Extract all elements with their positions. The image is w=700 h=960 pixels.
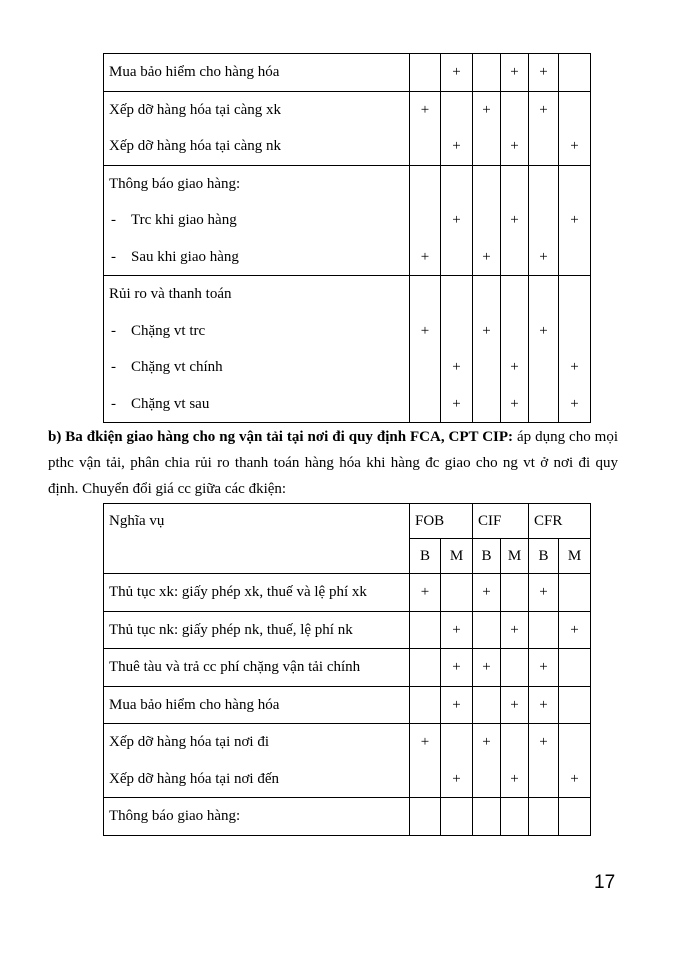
mark (501, 313, 528, 350)
mark-cell (441, 54, 473, 92)
mark (473, 349, 500, 386)
obligation-line (109, 92, 409, 129)
obligation-line (109, 574, 409, 611)
mark-cell (410, 276, 441, 423)
table-header-row (104, 504, 591, 539)
mark (529, 761, 558, 798)
mark-cell (501, 54, 529, 92)
mark-cell (501, 611, 529, 649)
mark: + (539, 734, 548, 751)
mark: + (539, 696, 548, 713)
mark: + (539, 101, 548, 118)
header-term-fob: FOB (410, 504, 473, 539)
mark-cell (410, 724, 441, 798)
mark-cell (441, 165, 473, 276)
obligation-text: Chặng vt trc (131, 322, 206, 339)
mark-cell (529, 165, 559, 276)
obligation-text: Thủ tục xk: giấy phép xk, thuế và lệ phí xk (109, 584, 367, 601)
mark (441, 724, 472, 761)
mark-cell (501, 649, 529, 687)
mark-cell (441, 798, 473, 836)
mark: + (452, 621, 461, 638)
mark (501, 276, 528, 313)
mark: + (420, 322, 430, 339)
mark (559, 313, 590, 350)
obligation-text: Sau khi giao hàng (131, 248, 239, 265)
mark (473, 612, 500, 649)
mark (410, 202, 440, 239)
list-dash: - (111, 212, 116, 229)
mark: + (510, 696, 519, 713)
mark (410, 128, 440, 165)
mark (529, 612, 558, 649)
mark: + (570, 138, 579, 155)
subheader-cell: B (410, 539, 441, 574)
mark-cell (410, 574, 441, 612)
table-row (104, 276, 591, 423)
obligation-text: Thông báo giao hàng: (109, 808, 241, 825)
table-row (104, 686, 591, 724)
obligation-cell (104, 165, 410, 276)
table-row (104, 649, 591, 687)
mark-cell (501, 724, 529, 798)
mark (441, 574, 472, 611)
sub-obligation-line (109, 386, 409, 423)
mark (501, 798, 528, 835)
mark (410, 276, 440, 313)
mark-cell (473, 54, 501, 92)
table-row (104, 54, 591, 92)
obligation-text: Thông báo giao hàng: (109, 175, 241, 192)
mark-cell (441, 574, 473, 612)
mark: + (482, 101, 491, 118)
mark-cell (441, 724, 473, 798)
mark-cell (501, 686, 529, 724)
mark (559, 92, 590, 129)
mark (441, 276, 472, 313)
mark-cell (529, 649, 559, 687)
mark-cell (529, 611, 559, 649)
table-row (104, 165, 591, 276)
mark-cell (410, 686, 441, 724)
mark (529, 349, 558, 386)
mark-cell (529, 574, 559, 612)
mark (410, 649, 440, 686)
list-dash: - (111, 322, 116, 339)
mark (559, 276, 590, 313)
mark-cell (441, 276, 473, 423)
mark: + (420, 101, 430, 118)
mark-cell (559, 686, 591, 724)
obligation-text: Mua bảo hiểm cho hàng hóa (109, 64, 280, 81)
subheader-cell: B (529, 539, 559, 574)
mark-cell (559, 798, 591, 836)
mark: + (420, 248, 430, 265)
mark: + (570, 770, 579, 787)
mark (529, 202, 558, 239)
mark-cell (559, 611, 591, 649)
mark-cell (441, 649, 473, 687)
mark: + (510, 64, 519, 81)
mark (473, 687, 500, 724)
mark-cell (473, 574, 501, 612)
obligation-cell (104, 91, 410, 165)
obligation-text: Xếp dỡ hàng hóa tại càng xk (109, 101, 282, 118)
mark (559, 724, 590, 761)
obligation-text: Thủ tục nk: giấy phép nk, thuế, lệ phí nk (109, 621, 353, 638)
mark (559, 54, 590, 91)
mark (441, 92, 472, 129)
subheader-cell: M (441, 539, 473, 574)
mark (410, 612, 440, 649)
mark: + (570, 359, 579, 376)
mark-cell (559, 91, 591, 165)
mark: + (539, 659, 548, 676)
mark: + (420, 734, 430, 751)
mark-cell (473, 798, 501, 836)
mark-cell (501, 798, 529, 836)
subheader-cell: M (501, 539, 529, 574)
mark (559, 798, 590, 835)
mark (559, 166, 590, 203)
mark-cell (501, 574, 529, 612)
obligation-line (109, 128, 409, 165)
mark (473, 166, 500, 203)
obligation-text: Trc khi giao hàng (131, 212, 237, 229)
mark-cell (501, 276, 529, 423)
section-b-heading: b) Ba đkiện giao hàng cho ng vận tải tại nơi đi quy định FCA, CPT CIP: (48, 429, 514, 445)
table-row (104, 574, 591, 612)
mark (410, 166, 440, 203)
obligation-line (109, 166, 409, 203)
obligation-text: Xếp dỡ hàng hóa tại nơi đi (109, 734, 269, 751)
mark (410, 386, 440, 423)
obligation-text: Chặng vt sau (131, 395, 210, 412)
sub-obligation-line (109, 349, 409, 386)
mark: + (482, 659, 491, 676)
mark: + (482, 322, 491, 339)
mark: + (570, 395, 579, 412)
mark (410, 349, 440, 386)
sub-obligation-line (109, 239, 409, 276)
mark-cell (559, 724, 591, 798)
obligation-cell (104, 724, 410, 798)
obligation-text: Thuê tàu và trả cc phí chặng vận tải chính (109, 659, 361, 676)
mark: + (539, 322, 548, 339)
mark: + (510, 621, 519, 638)
table-row (104, 724, 591, 798)
obligations-table-1 (103, 53, 591, 423)
mark (529, 166, 558, 203)
mark-cell (441, 91, 473, 165)
mark: + (482, 248, 491, 265)
mark-cell (410, 165, 441, 276)
mark: + (539, 248, 548, 265)
obligation-text: Chặng vt chính (131, 359, 223, 376)
obligation-cell (104, 649, 410, 687)
mark-cell (559, 54, 591, 92)
mark: + (452, 395, 461, 412)
obligation-text: Xếp dỡ hàng hóa tại nơi đến (109, 770, 279, 787)
mark: + (452, 770, 461, 787)
obligation-line (109, 612, 409, 649)
sub-obligation-line (109, 202, 409, 239)
mark (441, 239, 472, 276)
mark-cell (410, 91, 441, 165)
mark-cell (473, 724, 501, 798)
page-number: 17 (594, 872, 616, 893)
mark-cell (410, 611, 441, 649)
mark (441, 166, 472, 203)
subheader-cell: M (559, 539, 591, 574)
mark (441, 798, 472, 835)
obligation-text: Rủi ro và thanh toán (109, 286, 232, 303)
table-row (104, 91, 591, 165)
mark (473, 202, 500, 239)
mark-cell (473, 686, 501, 724)
mark: + (482, 584, 491, 601)
mark (501, 166, 528, 203)
mark: + (510, 138, 519, 155)
obligation-line (109, 687, 409, 724)
list-dash: - (111, 359, 116, 376)
mark-cell (559, 649, 591, 687)
mark-cell (559, 574, 591, 612)
table-row (104, 611, 591, 649)
mark (501, 574, 528, 611)
mark (473, 798, 500, 835)
mark (473, 128, 500, 165)
mark: + (510, 395, 519, 412)
obligation-cell (104, 54, 410, 92)
mark-cell (410, 54, 441, 92)
sub-obligation-line (109, 313, 409, 350)
header-obligation: Nghĩa vụ (104, 504, 410, 574)
mark: + (539, 64, 548, 81)
mark-cell (441, 686, 473, 724)
mark (473, 276, 500, 313)
mark (410, 798, 440, 835)
mark (441, 313, 472, 350)
mark-cell (501, 91, 529, 165)
mark-cell (559, 165, 591, 276)
obligation-line (109, 54, 409, 91)
subheader-cell: B (473, 539, 501, 574)
mark-cell (473, 649, 501, 687)
mark: + (452, 696, 461, 713)
mark-cell (529, 91, 559, 165)
mark-cell (501, 165, 529, 276)
mark (501, 649, 528, 686)
mark (559, 574, 590, 611)
list-dash: - (111, 395, 116, 412)
mark-cell (473, 276, 501, 423)
obligation-cell (104, 276, 410, 423)
mark (559, 687, 590, 724)
mark (529, 128, 558, 165)
mark: + (510, 212, 519, 229)
obligation-text: Xếp dỡ hàng hóa tại càng nk (109, 138, 282, 155)
obligation-cell (104, 798, 410, 836)
mark (529, 386, 558, 423)
obligation-cell (104, 574, 410, 612)
obligation-cell (104, 686, 410, 724)
mark: + (570, 621, 579, 638)
obligation-line (109, 724, 409, 761)
mark-cell (410, 649, 441, 687)
mark (410, 761, 440, 798)
mark: + (452, 138, 461, 155)
mark: + (570, 212, 579, 229)
mark: + (420, 584, 430, 601)
mark (529, 798, 558, 835)
mark (559, 239, 590, 276)
mark (501, 724, 528, 761)
mark-cell (529, 686, 559, 724)
mark (473, 386, 500, 423)
mark (410, 687, 440, 724)
mark-cell (559, 276, 591, 423)
mark (529, 276, 558, 313)
mark (473, 761, 500, 798)
mark-cell (529, 798, 559, 836)
mark-cell (529, 724, 559, 798)
list-dash: - (111, 248, 116, 265)
mark: + (482, 734, 491, 751)
header-term-cfr: CFR (529, 504, 591, 539)
obligation-line (109, 761, 409, 798)
section-b-body: áp dụng cho mọi pthc vận tải, phân chia rủi ro thanh toán hàng hóa khi hàng đc giao cho ng vt ở nơi đi quy định. Chuyển đổi giá cc giữa các đkiện: (48, 429, 618, 497)
mark: + (452, 212, 461, 229)
mark: + (510, 770, 519, 787)
mark (501, 239, 528, 276)
mark (501, 92, 528, 129)
mark: + (452, 64, 461, 81)
mark-cell (473, 611, 501, 649)
section-b-paragraph (48, 424, 618, 502)
mark (410, 54, 440, 91)
mark-cell (529, 276, 559, 423)
mark-cell (473, 91, 501, 165)
mark: + (539, 584, 548, 601)
mark: + (452, 359, 461, 376)
header-term-cif: CIF (473, 504, 529, 539)
mark-cell (529, 54, 559, 92)
mark-cell (441, 611, 473, 649)
mark: + (510, 359, 519, 376)
obligations-table-2 (103, 503, 591, 836)
mark (473, 54, 500, 91)
mark (559, 649, 590, 686)
mark-cell (473, 165, 501, 276)
obligation-text: Mua bảo hiểm cho hàng hóa (109, 696, 280, 713)
mark-cell (410, 798, 441, 836)
table-row (104, 798, 591, 836)
mark: + (452, 659, 461, 676)
obligation-line (109, 649, 409, 686)
obligation-cell (104, 611, 410, 649)
obligation-line (109, 798, 409, 835)
obligation-line (109, 276, 409, 313)
